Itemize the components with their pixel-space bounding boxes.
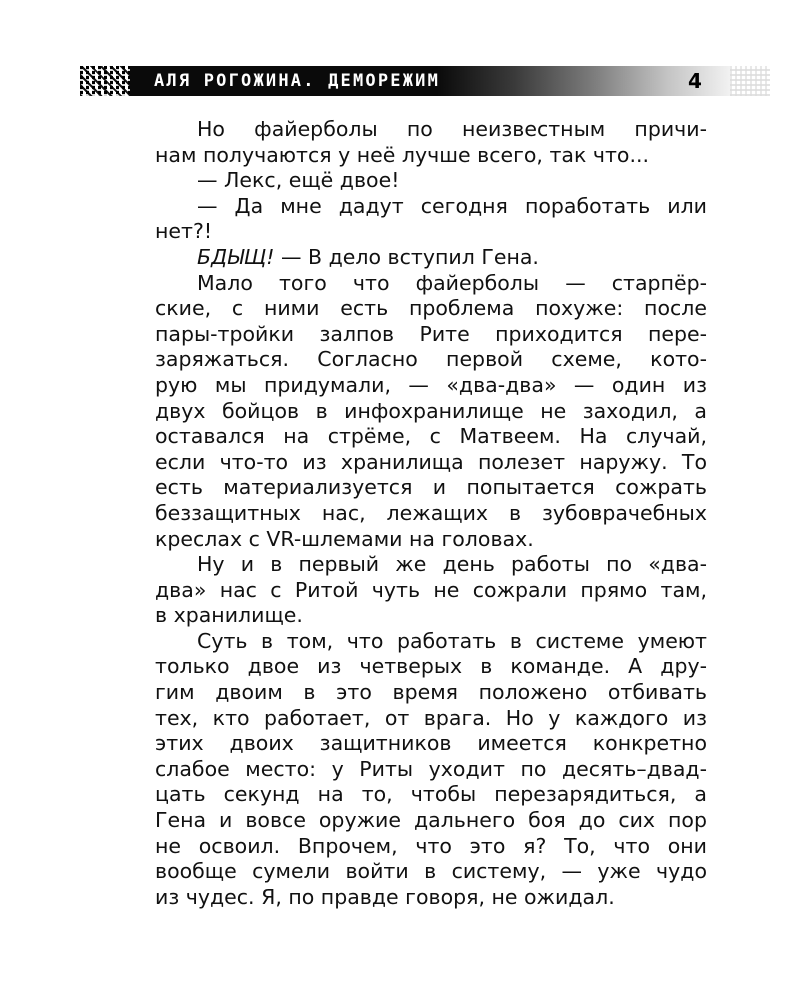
text-line: Ну и в первый же день работы по «два-	[197, 552, 707, 577]
text-line: слабое место: у Риты уходит по десять–двад-	[155, 756, 707, 781]
text-line: нет?!	[155, 219, 213, 244]
text-line: Мало того что файерболы — старпёр-	[197, 270, 707, 295]
paragraph-3	[155, 194, 707, 245]
text-line: Суть в том, что работать в системе умеют	[197, 628, 707, 653]
text-fragment: — В дело вступил Гена.	[274, 244, 539, 269]
text-line: вообще сумели войти в систему, — уже чудо	[155, 859, 707, 884]
text-line: нам получаются у неё лучше всего, так что...	[155, 142, 650, 167]
text-line: оставался на стрёме, с Матвеем. На случай,	[155, 424, 707, 449]
text-line: из чудес. Я, по правде говоря, не ожидал.	[155, 884, 615, 909]
paragraph-7	[155, 629, 707, 911]
paragraph-5	[155, 271, 707, 553]
text-line: цать секунд на то, чтобы перезарядиться, а	[155, 782, 707, 807]
page-body	[155, 117, 707, 910]
text-line: — Лекс, ещё двое!	[197, 168, 400, 193]
text-line: этих двоих защитников имеется конкретно	[155, 731, 707, 756]
text-line: не освоил. Впрочем, что это я? То, что они	[155, 833, 707, 858]
text-line: креслах с VR-шлемами на головах.	[155, 526, 534, 551]
text-line: — Да мне дадут сегодня поработать или	[197, 193, 707, 218]
running-header	[80, 66, 770, 96]
text-line: если что-то из хранилища полезет наружу. То	[155, 449, 707, 474]
sound-effect-text: БДЫЩ!	[197, 244, 275, 269]
text-line: Гена и вовсе оружие дальнего боя до сих пор	[155, 808, 707, 833]
text-line: пары-тройки залпов Рите приходится пере-	[155, 321, 707, 346]
page-number: 4	[688, 69, 702, 93]
header-ornament-right	[730, 66, 770, 96]
text-line: беззащитных нас, лежащих в зубоврачебных	[155, 500, 707, 525]
text-line: два» нас с Ритой чуть не сожрали прямо там,	[155, 577, 707, 602]
text-line: в хранилище.	[155, 603, 303, 628]
text-line: Но файерболы по неизвестным причи-	[197, 117, 707, 141]
text-line: заряжаться. Согласно первой схеме, кото-	[155, 347, 707, 372]
text-line: тех, кто работает, от врага. Но у каждого из	[155, 705, 707, 730]
text-line: гим двоим в это время положено отбивать	[155, 680, 707, 705]
paragraph-1	[155, 117, 707, 168]
text-line: только двое из четверых в команде. А дру-	[155, 654, 707, 679]
text-line: двух бойцов в инфохранилище не заходил, а	[155, 398, 707, 423]
text-line: рую мы придумали, — «два-два» — один из	[155, 372, 707, 397]
paragraph-2	[155, 168, 707, 194]
running-title: АЛЯ РОГОЖИНА. ДЕМОРЕЖИМ	[154, 71, 441, 91]
paragraph-4	[155, 245, 707, 271]
text-line	[155, 245, 707, 271]
text-line: есть материализуется и попытается сожрать	[155, 475, 707, 500]
text-line: ские, с ними есть проблема похуже: после	[155, 296, 707, 321]
header-ornament-left	[80, 66, 130, 96]
paragraph-6	[155, 552, 707, 629]
